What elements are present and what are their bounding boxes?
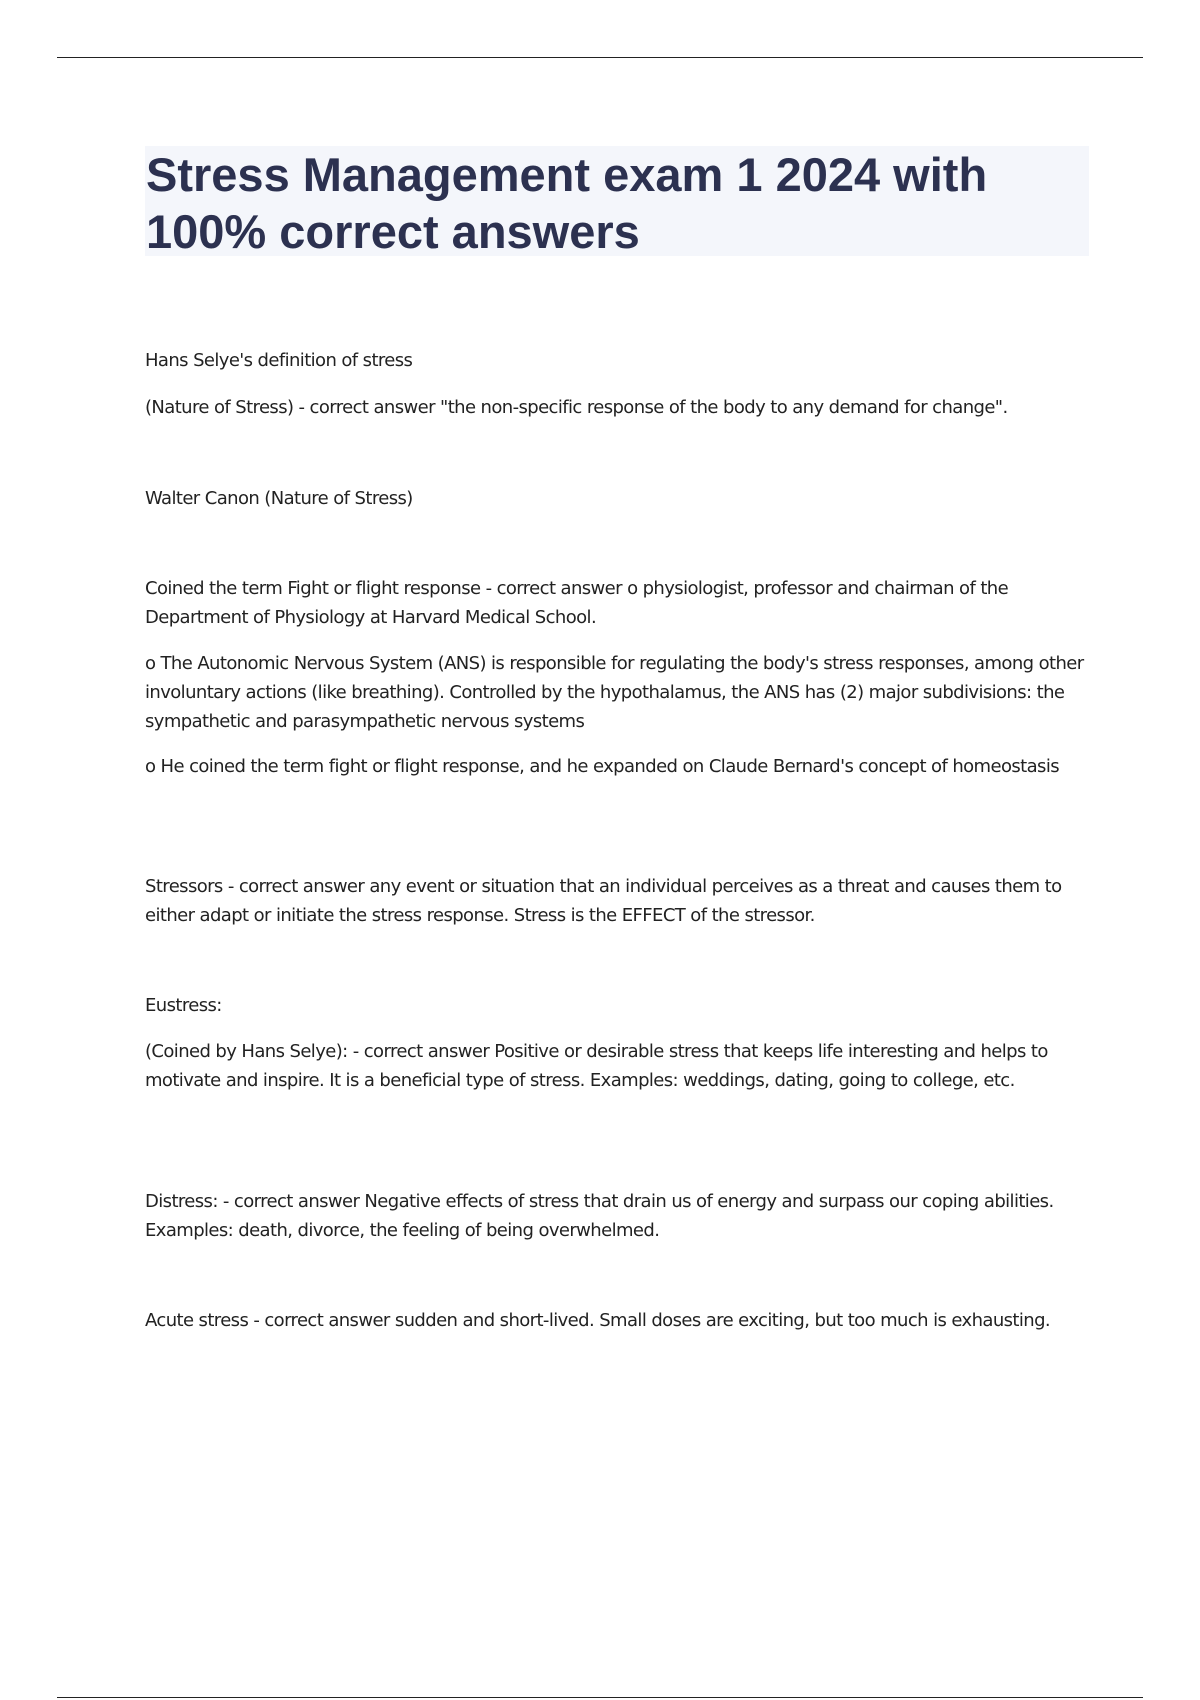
question-eustress: Eustress: [145,995,222,1016]
question-walter-canon: Walter Canon (Nature of Stress) [145,488,413,509]
top-rule [57,57,1143,58]
bullet-fight-or-flight: o He coined the term fight or flight response, and he expanded on Claude Bernard's concept of homeostasis [145,756,1059,777]
document-title: Stress Management exam 1 2024 with 100% correct answers [146,148,988,258]
answer-stressors: Stressors - correct answer any event or situation that an individual perceives as a threat and causes them to either adapt or initiate the stress response. Stress is the EFFECT of the stressor. [145,876,1062,926]
answer-hans-selye-definition: (Nature of Stress) - correct answer "the non-specific response of the body to any demand for change". [145,397,1008,418]
answer-eustress: (Coined by Hans Selye): - correct answer Positive or desirable stress that keeps life interesting and helps to motivate and inspire. It is a beneficial type of stress. Examples: weddings, dating, going to college, etc. [145,1041,1048,1091]
answer-acute-stress: Acute stress - correct answer sudden and short-lived. Small doses are exciting, but too much is exhausting. [145,1310,1051,1331]
answer-walter-canon: Coined the term Fight or flight response - correct answer o physiologist, professor and chairman of the Department of Physiology at Harvard Medical School. [145,578,1009,628]
bottom-rule [57,1697,1143,1698]
bullet-autonomic-nervous-system: o The Autonomic Nervous System (ANS) is responsible for regulating the body's stress responses, among other involuntary actions (like breathing). Controlled by the hypothalamus, the ANS has (2) major subdivisions: the sympathetic and parasympathetic nervous systems [145,653,1084,732]
answer-distress: Distress: - correct answer Negative effects of stress that drain us of energy and surpass our coping abilities. Examples: death, divorce, the feeling of being overwhelmed. [145,1191,1054,1241]
question-hans-selye-definition: Hans Selye's definition of stress [145,350,413,371]
